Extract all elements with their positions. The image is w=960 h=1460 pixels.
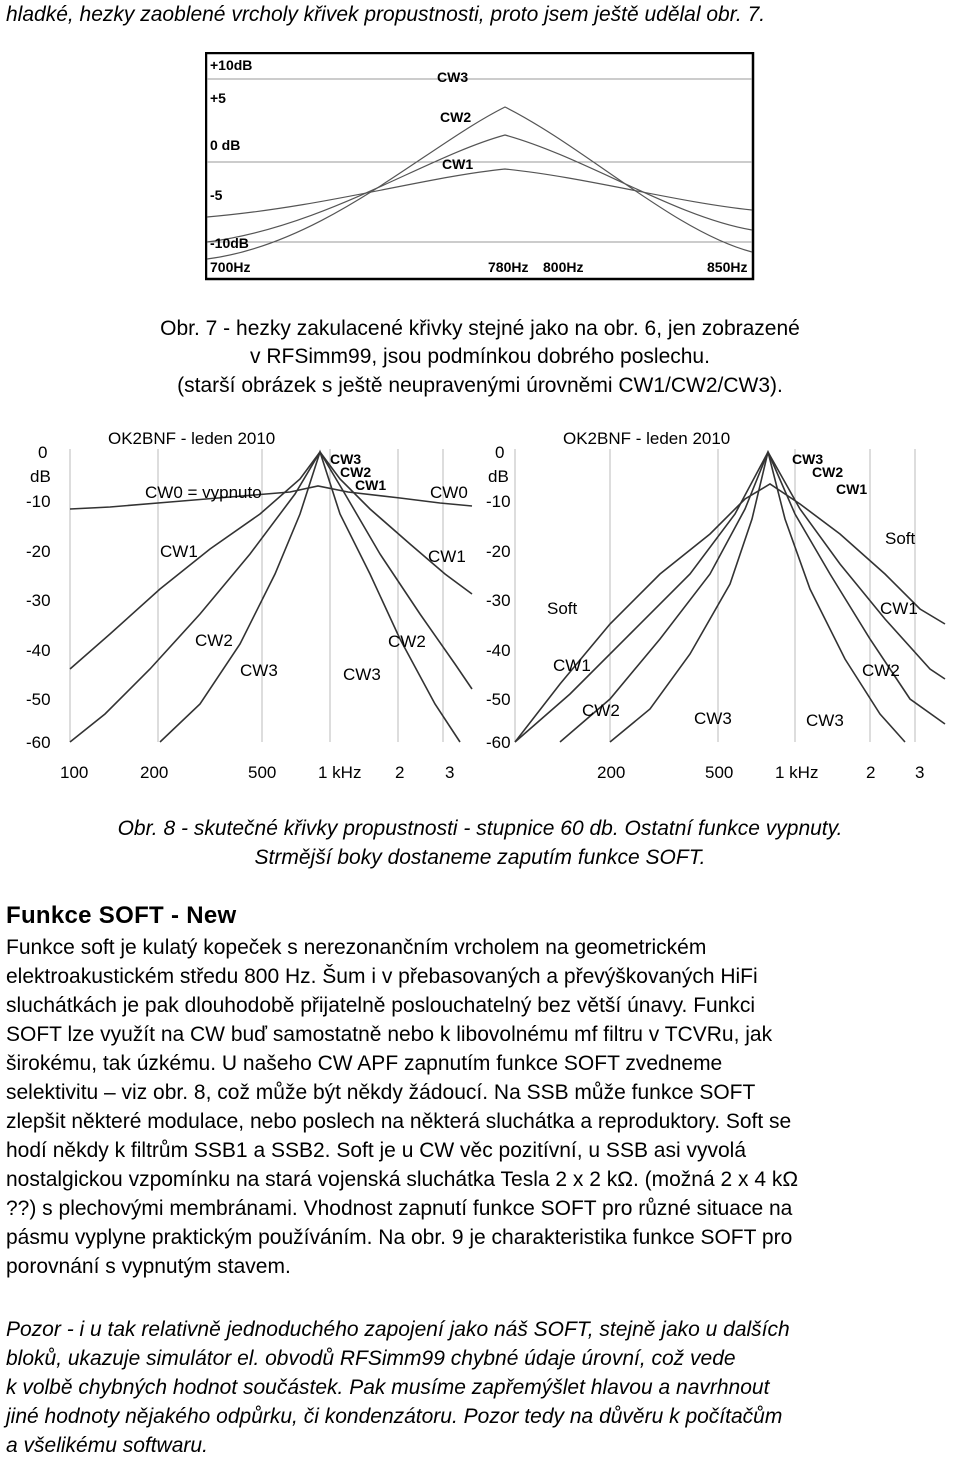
fig7-x-label: 700Hz xyxy=(210,259,251,275)
fig8-left-y-label: -40 xyxy=(26,641,51,660)
fig7-x-label: 850Hz xyxy=(707,259,748,275)
body-line: sluchátkách je pak dlouhodobě přijatelně poslouchatelný bez větší únavy. Funkci xyxy=(6,994,756,1017)
fig8-right-curve-label: CW1 xyxy=(880,599,918,618)
fig8-left-curve-label: CW1 xyxy=(160,542,198,561)
body-line: hodí někdy k filtrům SSB1 a SSB2. Soft je u CW věc pozitívní, u SSB asi vyvolá xyxy=(6,1139,746,1162)
body-line: pásmu vyplyne praktickým používáním. Na obr. 9 je charakteristika funkce SOFT pro xyxy=(6,1226,793,1249)
body-line: zlepšit některé modulace, nebo poslech na některá sluchátka a reproduktory. Soft se xyxy=(6,1110,792,1133)
warning-line: bloků, ukazuje simulátor el. obvodů RFSimm99 chybné údaje úrovní, což vede xyxy=(6,1347,736,1370)
warning-line: a všelikému softwaru. xyxy=(6,1434,208,1457)
fig8-left-curve-label: CW2 xyxy=(340,464,372,480)
warning-line: Pozor - i u tak relativně jednoduchého zapojení jako náš SOFT, stejně jako u dalších xyxy=(6,1318,790,1341)
fig8-left-y-label: -50 xyxy=(26,690,51,709)
fig7-x-label: 780Hz xyxy=(488,259,529,275)
fig8-right-curve-label: CW3 xyxy=(792,451,824,467)
fig7-y-label: 0 dB xyxy=(210,137,241,153)
fig8-left-curve-label: CW1 xyxy=(428,547,466,566)
warning-paragraph xyxy=(6,1315,956,1460)
fig8-left-x-label: 500 xyxy=(248,763,277,782)
fig8-left-curve-label: CW3 xyxy=(240,661,278,680)
fig8-right-curve-label: CW2 xyxy=(582,701,620,720)
fig7-y-label: -5 xyxy=(210,187,223,203)
fig8-left-title: OK2BNF - leden 2010 xyxy=(108,429,276,448)
fig8-right-y-label: -50 xyxy=(486,690,511,709)
fig8-left-curves xyxy=(70,452,472,742)
fig7-x-label: 800Hz xyxy=(543,259,584,275)
fig8-left-x-label: 200 xyxy=(140,763,169,782)
body-line: ??) s plechovými membránami. Vhodnost zapnutí funkce SOFT pro různé situace na xyxy=(6,1197,793,1220)
fig7-y-label: +5 xyxy=(210,90,226,106)
fig8-right-y-label: dB xyxy=(488,467,509,486)
figure-8-caption-line: Strmější boky dostaneme zaputím funkce SOFT. xyxy=(254,846,706,869)
warning-line: k volbě chybných hodnot součástek. Pak musíme zapřemýšlet hlavou a navrhnout xyxy=(6,1376,770,1399)
fig8-left-x-label: 2 xyxy=(395,763,405,782)
fig8-left-y-label: dB xyxy=(30,467,51,486)
fig8-left-y-label: -10 xyxy=(26,492,51,511)
section-body xyxy=(6,933,956,1281)
body-line: Funkce soft je kulatý kopeček s nerezonančním vrcholem na geometrickém xyxy=(6,936,707,959)
section-heading: Funkce SOFT - New xyxy=(6,902,237,929)
fig7-curve-label: CW3 xyxy=(437,69,469,85)
fig8-right-x-label: 1 kHz xyxy=(775,763,819,782)
body-line: elektroakustickém středu 800 Hz. Šum i v přebasovaných a převýškovaných HiFi xyxy=(6,965,758,988)
fig8-right-x-label: 2 xyxy=(866,763,876,782)
body-line: selektivitu – viz obr. 8, což může být někdy žádoucí. Na SSB může funkce SOFT xyxy=(6,1081,756,1104)
fig8-left-curve-label: CW1 xyxy=(355,477,387,493)
fig8-right-x-label: 3 xyxy=(915,763,925,782)
fig8-left-x-label: 3 xyxy=(445,763,455,782)
fig8-left-x-label: 1 kHz xyxy=(318,763,362,782)
figure-7-caption-line: (starší obrázek s ještě neupravenými úrovněmi CW1/CW2/CW3). xyxy=(177,374,783,397)
fig7-curve-label: CW2 xyxy=(440,109,472,125)
fig8-left-curve-label: CW0 = vypnuto xyxy=(145,483,262,502)
fig8-right-y-label: -10 xyxy=(486,492,511,511)
fig8-right-curve-label: Soft xyxy=(885,529,916,548)
fig8-left-y-label: 0 xyxy=(38,443,48,462)
fig8-left-curve-label: CW3 xyxy=(343,665,381,684)
body-line: porovnání s vypnutým stavem. xyxy=(6,1255,291,1278)
fig8-left-y-label: -20 xyxy=(26,542,51,561)
fig8-right-y-label: 0 xyxy=(495,443,505,462)
fig8-right-x-label: 200 xyxy=(597,763,626,782)
fig8-left-curve-label: CW3 xyxy=(330,451,362,467)
figure-8-chart xyxy=(0,424,960,788)
warning-line: jiné hodnoty nějakého odpůrku, či kondenzátoru. Pozor tedy na důvěru k počítačům xyxy=(6,1405,783,1428)
fig8-right-curve-label: CW1 xyxy=(836,481,868,497)
fig8-right-curve-label: CW1 xyxy=(553,656,591,675)
fig8-left-curve-label: CW0 xyxy=(430,483,468,502)
fig8-left-curve-label: CW2 xyxy=(388,632,426,651)
fig8-right-y-label: -30 xyxy=(486,591,511,610)
fig8-right-title: OK2BNF - leden 2010 xyxy=(563,429,731,448)
fig8-right-y-label: -40 xyxy=(486,641,511,660)
figure-7-caption-line: v RFSimm99, jsou podmínkou dobrého poslechu. xyxy=(250,345,710,368)
fig8-right-x-label: 500 xyxy=(705,763,734,782)
top-text-line: hladké, hezky zaoblené vrcholy křivek propustnosti, proto jsem ještě udělal obr. 7. xyxy=(6,3,766,26)
fig7-y-label: +10dB xyxy=(210,57,253,73)
fig8-left-x-label: 100 xyxy=(60,763,89,782)
fig8-right-curve-label: CW3 xyxy=(694,709,732,728)
figure-8-caption-line: Obr. 8 - skutečné křivky propustnosti - stupnice 60 db. Ostatní funkce vypnuty. xyxy=(117,817,843,840)
body-line: širokému, tak úzkému. U našeho CW APF zapnutím funkce SOFT zvedneme xyxy=(6,1052,723,1075)
fig8-left-y-label: -30 xyxy=(26,591,51,610)
fig7-y-label: -10dB xyxy=(210,235,249,251)
fig7-curve-label: CW1 xyxy=(442,156,474,172)
fig8-right-curve-label: CW2 xyxy=(812,464,844,480)
fig8-left-curve-label: CW2 xyxy=(195,631,233,650)
fig8-right-curve-label: Soft xyxy=(547,599,578,618)
fig8-right-curves xyxy=(515,452,945,742)
fig8-left-y-label: -60 xyxy=(26,733,51,752)
figure-7-chart xyxy=(205,52,755,282)
fig8-right-y-label: -20 xyxy=(486,542,511,561)
figure-7-caption-line: Obr. 7 - hezky zakulacené křivky stejné jako na obr. 6, jen zobrazené xyxy=(160,317,800,340)
body-line: SOFT lze využít na CW buď samostatně nebo k libovolnému mf filtru v TCVRu, jak xyxy=(6,1023,773,1046)
fig8-right-curve-label: CW3 xyxy=(806,711,844,730)
fig8-right-curve-label: CW2 xyxy=(862,661,900,680)
body-line: nostalgickou vzpomínku na stará vojenská sluchátka Tesla 2 x 2 kΩ. (možná 2 x 4 kΩ xyxy=(6,1168,799,1191)
fig8-right-y-label: -60 xyxy=(486,733,511,752)
